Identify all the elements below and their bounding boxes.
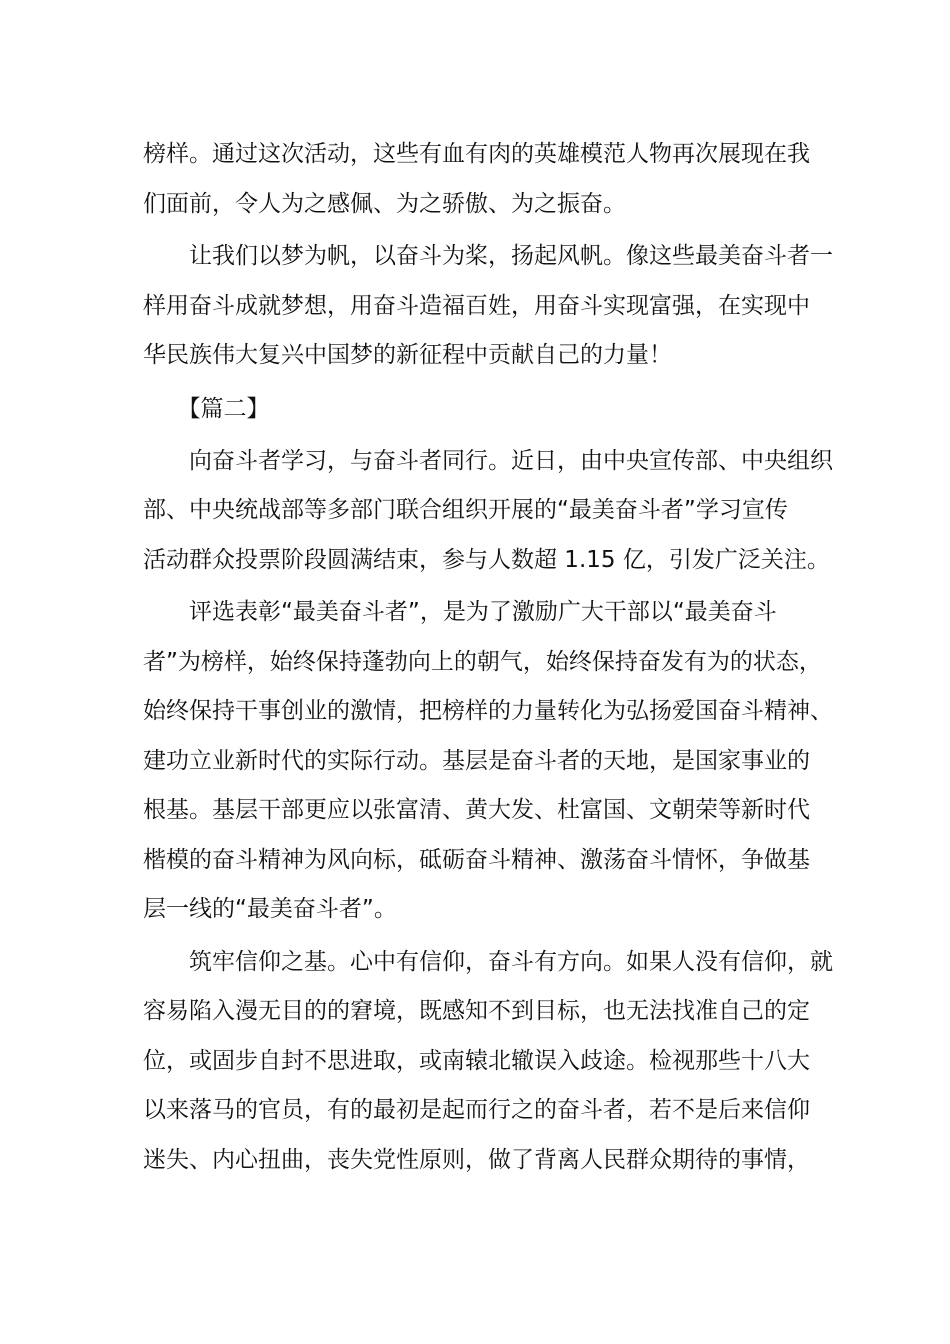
text-line: 根基。基层干部更应以张富清、黄大发、杜富国、文朝荣等新时代 [143, 797, 810, 823]
text-line: 样用奋斗成就梦想，用奋斗造福百姓，用奋斗实现富强，在实现中 [143, 292, 810, 319]
document-body [143, 130, 833, 1185]
paragraph [143, 588, 833, 935]
paragraph [143, 232, 833, 381]
text-line: 筑牢信仰之基。心中有信仰，奋斗有方向。如果人没有信仰，就 [143, 948, 833, 975]
text-line: 始终保持干事创业的激情，把榜样的力量转化为弘扬爱国奋斗精神、 [143, 698, 833, 724]
paragraph [143, 938, 833, 1186]
text-line: 者”为榜样，始终保持蓬勃向上的朝气，始终保持奋发有为的状态， [143, 648, 822, 675]
text-line: 层一线的“最美奋斗者”。 [143, 896, 397, 922]
text-line: 活动群众投票阶段圆满结束，参与人数超 1.15 亿，引发广泛关注。 [143, 546, 830, 573]
text-line: 楷模的奋斗精神为风向标，砥砺奋斗精神、激荡奋斗情怀，争做基 [143, 846, 810, 873]
text-line: 华民族伟大复兴中国梦的新征程中贡献自己的力量！ [143, 342, 672, 368]
text-line: 位，或固步自封不思进取，或南辕北辙误入歧途。检视那些十八大 [143, 1047, 810, 1074]
text-line: 以来落马的官员，有的最初是起而行之的奋斗者，若不是后来信仰 [143, 1097, 810, 1123]
paragraph [143, 437, 833, 586]
text-line: 部、中央统战部等多部门联合组织开展的“最美奋斗者”学习宣传 [143, 497, 788, 523]
paragraph [143, 130, 810, 229]
text-line: 建功立业新时代的实际行动。基层是奋斗者的天地，是国家事业的 [143, 747, 810, 774]
text-line: 容易陷入漫无目的的窘境，既感知不到目标，也无法找准自己的定 [143, 998, 810, 1024]
section-heading-text: 【篇二】 [143, 395, 270, 422]
text-line: 们面前，令人为之感佩、为之骄傲、为之振奋。 [143, 190, 626, 217]
text-line: 让我们以梦为帆，以奋斗为桨，扬起风帆。像这些最美奋斗者一 [143, 243, 833, 269]
section-heading [143, 384, 807, 434]
text-line: 向奋斗者学习，与奋斗者同行。近日，由中央宣传部、中央组织 [143, 447, 833, 474]
text-line: 榜样。通过这次活动，这些有血有肉的英雄模范人物再次展现在我 [143, 141, 810, 167]
text-line: 评选表彰“最美奋斗者”，是为了激励广大干部以“最美奋斗 [143, 599, 777, 625]
text-line: 迷失、内心扭曲，丧失党性原则，做了背离人民群众期待的事情， [143, 1146, 810, 1173]
